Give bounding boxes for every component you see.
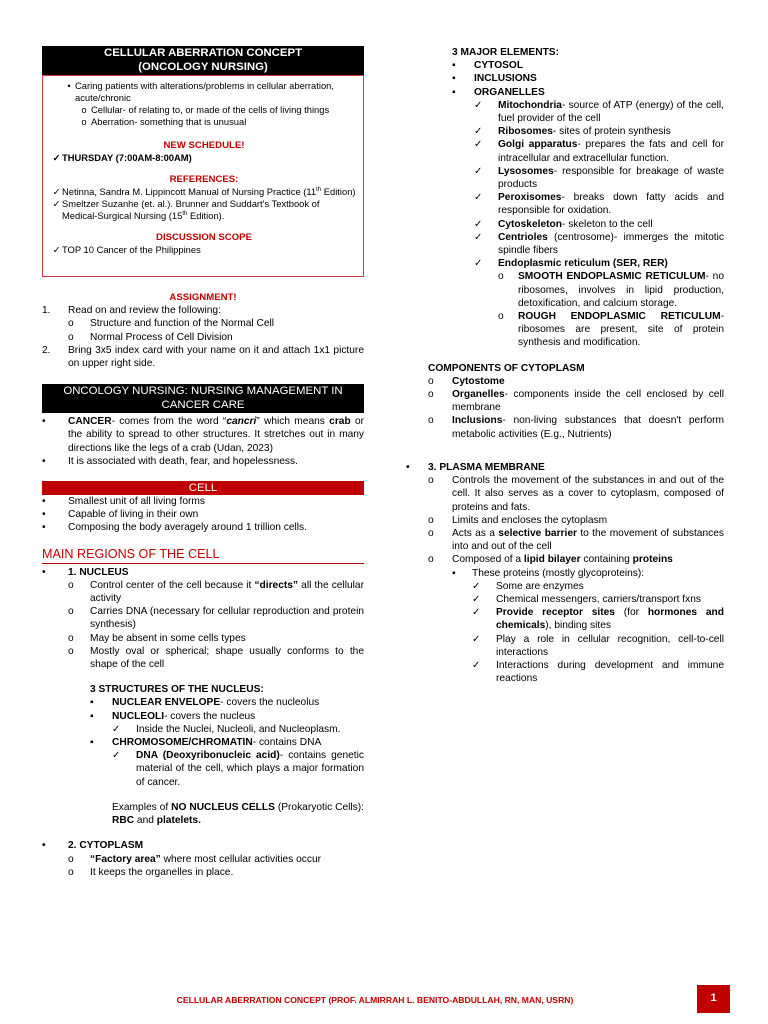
check-icon: ✓ <box>472 633 481 645</box>
list-item: ✓ Smeltzer Suzanhe (et. al.). Brunner and Suddart's Textbook of Medical-Surgical Nursing (15th Edition). <box>52 198 320 221</box>
check-icon: ✓ <box>472 607 481 619</box>
check-icon: ✓ <box>474 231 483 243</box>
left-column <box>42 0 364 879</box>
list-item: o It keeps the organelles in place. <box>68 866 234 878</box>
list-item: ✓ Mitochondria- source of ATP (energy) of the cell, fuel provider of the cell <box>474 99 724 125</box>
list-item: ✓ Some are enzymes <box>472 580 584 592</box>
list-item: ▪ CHROMOSOME/CHROMATIN- contains DNA <box>90 737 322 749</box>
list-item: 1. Read on and review the following: <box>42 305 221 317</box>
circle-bullet-icon: o <box>428 375 434 387</box>
major-elements-heading: 3 MAJOR ELEMENTS: <box>452 47 559 58</box>
list-item: ✓ Play a role in cellular recognition, cell-to-cell interactions <box>472 633 724 658</box>
check-icon: ✓ <box>112 723 121 735</box>
list-item: o Organelles- components inside the cell enclosed by cell membrane <box>428 389 724 414</box>
check-icon: ✓ <box>472 580 481 592</box>
check-icon: ✓ <box>474 99 483 111</box>
list-item: • 1. NUCLEUS <box>42 566 129 578</box>
check-icon: ✓ <box>472 659 481 671</box>
list-item: ✓ Peroxisomes- breaks down fatty acids and responsible for oxidation. <box>474 192 724 217</box>
list-item: ✓ DNA (Deoxyribonucleic acid)- contains genetic material of the cell, which plays a major formation of cancer. <box>112 750 364 788</box>
bullet-icon: • <box>67 80 71 91</box>
bullet-icon: • <box>406 461 410 473</box>
circle-bullet-icon: o <box>428 554 434 566</box>
circle-bullet-icon: o <box>428 475 434 487</box>
circle-bullet-icon: o <box>68 866 74 878</box>
check-icon: ✓ <box>52 244 61 255</box>
list-item: ✓ THURSDAY (7:00AM-8:00AM) <box>52 152 192 163</box>
list-item: ✓ Inside the Nuclei, Nucleoli, and Nucleoplasm. <box>112 723 341 735</box>
circle-bullet-icon: o <box>428 527 434 539</box>
cell-bar: CELL <box>42 481 364 495</box>
list-item: ✓ Golgi apparatus- prepares the fats and cell for intracellular and extracellular function. <box>474 139 724 164</box>
circle-bullet-icon: o <box>81 116 87 127</box>
circle-bullet-icon: o <box>68 632 74 644</box>
list-item: o Composed of a lipid bilayer containing proteins <box>428 554 673 566</box>
circle-bullet-icon: o <box>68 331 74 343</box>
list-item: ✓ Netinna, Sandra M. Lippincott Manual of Nursing Practice (11th Edition) <box>52 186 356 197</box>
list-item: ▪ INCLUSIONS <box>452 73 537 85</box>
list-item: o Acts as a selective barrier to the movement of substances into and out of the cell <box>428 527 724 553</box>
list-item: o Structure and function of the Normal Cell <box>68 318 275 330</box>
list-item: o Aberration- something that is unusual <box>51 116 357 128</box>
list-item: ✓ Ribosomes- sites of protein synthesis <box>474 126 671 138</box>
info-box <box>42 75 364 277</box>
list-item: o Cytostome <box>428 375 505 387</box>
list-item: o ROUGH ENDOPLASMIC RETICULUM- ribosomes are present, site of protein synthesis and modification. <box>498 311 724 349</box>
list-item: o Carries DNA (necessary for cellular reproduction and protein synthesis) <box>68 606 364 631</box>
list-item: o Cellular- of relating to, or made of the cells of living things <box>51 104 357 116</box>
list-item: 2. Bring 3x5 index card with your name on it and attach 1x1 picture on upper right side. <box>42 344 364 370</box>
list-item: ▪ CYTOSOL <box>452 60 524 72</box>
schedule-heading: NEW SCHEDULE! <box>163 140 245 151</box>
circle-bullet-icon: o <box>68 645 74 657</box>
check-icon: ✓ <box>474 192 483 204</box>
circle-bullet-icon: o <box>68 606 74 618</box>
circle-bullet-icon: o <box>428 389 434 401</box>
bullet-icon: • <box>42 455 46 467</box>
circle-bullet-icon: o <box>81 104 87 115</box>
list-item: • 3. PLASMA MEMBRANE <box>406 461 545 473</box>
circle-bullet-icon: o <box>68 853 74 865</box>
list-item: o Limits and encloses the cytoplasm <box>428 514 608 526</box>
square-bullet-icon: ▪ <box>90 710 94 722</box>
check-icon: ✓ <box>474 218 483 230</box>
list-item: • Smallest unit of all living forms <box>42 496 206 508</box>
list-item: ✓ Cytoskeleton- skeleton to the cell <box>474 218 653 230</box>
circle-bullet-icon: o <box>68 318 74 330</box>
circle-bullet-icon: o <box>68 579 74 591</box>
list-item: o Normal Process of Cell Division <box>68 331 233 343</box>
list-item: o Controls the movement of the substances in and out of the cell. It also serves as a cover to cytoplasm, composed of proteins and fats. <box>428 475 724 513</box>
list-item: ✓ Endoplasmic reticulum (SER, RER) <box>474 258 668 270</box>
list-item: o “Factory area” where most cellular activities occur <box>68 853 322 865</box>
bullet-icon: • <box>42 509 46 521</box>
square-bullet-icon: ▪ <box>90 737 94 749</box>
list-item: ▪ NUCLEOLI- covers the nucleus <box>90 710 256 722</box>
list-item: ▪ ORGANELLES <box>452 86 545 98</box>
check-icon: ✓ <box>52 186 61 197</box>
oncology-title-bar: ONCOLOGY NURSING: NURSING MANAGEMENT IN CANCER CARE <box>42 384 364 413</box>
components-heading: COMPONENTS OF CYTOPLASM <box>428 362 585 374</box>
bullet-icon: • <box>42 840 46 852</box>
circle-bullet-icon: o <box>428 415 434 427</box>
circle-bullet-icon: o <box>498 271 504 283</box>
doc-title-bar <box>42 46 364 75</box>
list-item: ✓ Lysosomes- responsible for breakage of waste products <box>474 165 724 191</box>
check-icon: ✓ <box>474 126 483 138</box>
list-item: ✓ Provide receptor sites (for hormones and chemicals), binding sites <box>472 607 724 632</box>
doc-title: CELLULAR ABERRATION CONCEPT <box>103 47 303 59</box>
assignment-heading: ASSIGNMENT! <box>169 292 237 303</box>
list-item: ▪ These proteins (mostly glycoproteins): <box>452 567 645 579</box>
list-item: • Composing the body averagely around 1 trillion cells. <box>42 522 307 534</box>
bullet-icon: • <box>42 496 46 508</box>
list-item: o SMOOTH ENDOPLASMIC RETICULUM- no ribosomes, involves in lipid production, detoxification, and calcium storage. <box>498 271 724 309</box>
square-bullet-icon: ▪ <box>452 86 456 98</box>
list-item: ✓ TOP 10 Cancer of the Philippines <box>52 244 201 255</box>
square-bullet-icon: ▪ <box>452 567 456 579</box>
list-item: o Control center of the cell because it “directs” all the cellular activity <box>68 579 364 605</box>
square-bullet-icon: ▪ <box>90 697 94 709</box>
bullet-icon: • <box>42 522 46 534</box>
list-item: • CANCER- comes from the word “cancri” which means crab or the ability to spread to other structures. It stretches out in many directions like the legs of a crab (Udan, 2023) <box>42 416 365 454</box>
references-heading: REFERENCES: <box>169 174 239 185</box>
check-icon: ✓ <box>52 198 61 209</box>
regions-title: MAIN REGIONS OF THE CELL <box>42 547 364 564</box>
nucleus-structures-heading: 3 STRUCTURES OF THE NUCLEUS: <box>90 684 264 696</box>
bullet-icon: • <box>42 566 46 578</box>
page-footer: CELLULAR ABERRATION CONCEPT (PROF. ALMIRRAH L. BENITO-ABDULLAH, RN, MAN, USRN) <box>176 995 574 1005</box>
list-item: • It is associated with death, fear, and hopelessness. <box>42 455 298 467</box>
list-item: • 2. CYTOPLASM <box>42 840 144 852</box>
list-item: o May be absent in some cells types <box>68 632 246 644</box>
square-bullet-icon: ▪ <box>452 60 456 72</box>
check-icon: ✓ <box>472 593 481 605</box>
list-item: o Inclusions- non-living substances that doesn't perform metabolic activities (E.g., Nutrients) <box>428 415 724 440</box>
check-icon: ✓ <box>474 139 483 151</box>
list-item: ✓ Centrioles (centrosome)- immerges the mitotic spindle fibers <box>474 231 724 257</box>
check-icon: ✓ <box>474 258 483 270</box>
check-icon: ✓ <box>474 165 483 177</box>
doc-subtitle: (ONCOLOGY NURSING) <box>138 60 268 73</box>
check-icon: ✓ <box>52 152 61 163</box>
page-number: 1 <box>697 985 730 1013</box>
check-icon: ✓ <box>112 750 121 762</box>
bullet-icon: • <box>42 416 46 428</box>
list-item: o Mostly oval or spherical; shape usually conforms to the shape of the cell <box>68 645 364 671</box>
list-item: ✓ Interactions during development and immune reactions <box>472 659 724 685</box>
scope-heading: DISCUSSION SCOPE <box>156 232 252 243</box>
no-nucleus-note: Examples of NO NUCLEUS CELLS (Prokaryotic Cells): RBC and platelets. <box>112 801 364 827</box>
list-item: • Caring patients with alterations/problems in cellular aberration, acute/chronic <box>51 80 357 104</box>
list-item: ▪ NUCLEAR ENVELOPE- covers the nucleolus <box>90 697 320 709</box>
circle-bullet-icon: o <box>428 514 434 526</box>
list-item: ✓ Chemical messengers, carriers/transport fxns <box>472 593 701 605</box>
square-bullet-icon: ▪ <box>452 73 456 85</box>
circle-bullet-icon: o <box>498 311 504 323</box>
right-column <box>406 0 724 685</box>
list-item: • Capable of living in their own <box>42 509 199 521</box>
